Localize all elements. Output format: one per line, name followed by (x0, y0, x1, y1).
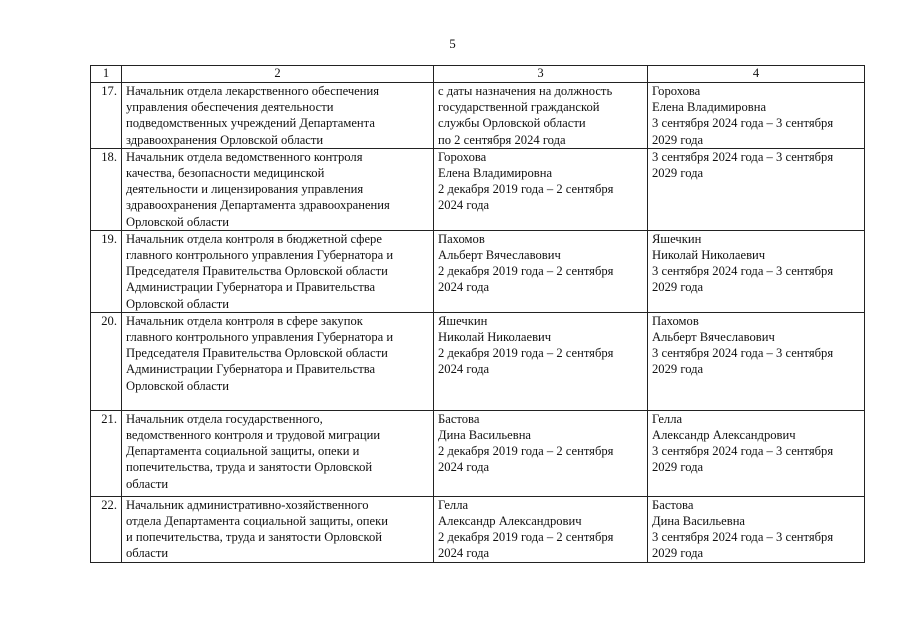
previous-holder-cell (434, 496, 648, 562)
cell-text-line: попечительства, труда и занятости Орловской (126, 460, 373, 475)
cell-text-line: управления обеспечения деятельности (126, 100, 334, 115)
cell-text-line: 2 декабря 2019 года – 2 сентября (438, 264, 614, 279)
cell-text-line: и попечительства, труда и занятости Орловской (126, 530, 383, 545)
cell-text-line: Начальник отдела лекарственного обеспечения (126, 84, 380, 98)
cell-text-line: 2029 года (652, 132, 704, 147)
previous-holder-cell (434, 312, 648, 410)
cell-text-line: Начальник отдела государственного, (126, 411, 323, 426)
cell-text-line: отдела Департамента социальной защиты, опеки (126, 514, 388, 529)
cell-text-line: Начальник административно-хозяйственного (126, 497, 369, 512)
cell-text-line: 2024 года (438, 280, 490, 295)
previous-holder-cell (434, 410, 648, 496)
previous-holder-cell (434, 148, 648, 230)
cell-text-line: Начальник отдела ведомственного контроля (126, 149, 363, 164)
new-holder-cell (648, 496, 865, 562)
row-number: 21. (91, 410, 122, 496)
position-cell (122, 410, 434, 496)
new-holder-cell (648, 410, 865, 496)
new-holder-cell (648, 83, 865, 149)
cell-text-line: 2024 года (438, 362, 490, 377)
cell-text-line: качества, безопасности медицинской (126, 166, 325, 181)
cell-text-line: Бастова (438, 411, 480, 426)
cell-text-line: Орловской области (126, 214, 230, 229)
cell-text-line: Альберт Вячеславович (652, 330, 775, 345)
previous-holder-cell (434, 230, 648, 312)
cell-text-line: 2024 года (438, 460, 490, 475)
column-header-4: 4 (648, 66, 865, 83)
cell-text-line: 2029 года (652, 166, 704, 181)
new-holder-cell (648, 312, 865, 410)
row-number: 17. (91, 83, 122, 149)
new-holder-cell (648, 148, 865, 230)
table-row (91, 230, 865, 312)
cell-text-line: 2 декабря 2019 года – 2 сентября (438, 182, 614, 197)
cell-text-line: 2 декабря 2019 года – 2 сентября (438, 530, 614, 545)
appointments-table (90, 65, 865, 563)
table-row (91, 148, 865, 230)
cell-text-line: Николай Николаевич (652, 248, 766, 263)
cell-text-line: области (126, 546, 169, 561)
cell-text-line: 2024 года (438, 198, 490, 213)
cell-text-line: подведомственных учреждений Департамента (126, 116, 375, 131)
cell-text-line: 3 сентября 2024 года – 3 сентября (652, 530, 834, 545)
row-number: 22. (91, 496, 122, 562)
cell-text-line: Гелла (652, 411, 683, 426)
cell-text-line: Альберт Вячеславович (438, 248, 561, 263)
cell-text-line: Горохова (438, 149, 487, 164)
cell-text-line: 2024 года (438, 546, 490, 561)
position-cell (122, 496, 434, 562)
cell-text-line: Департамента социальной защиты, опеки и (126, 444, 360, 459)
previous-holder-cell (434, 83, 648, 149)
cell-text-line: 2029 года (652, 280, 704, 295)
position-cell (122, 83, 434, 149)
cell-text-line: государственной гражданской (438, 100, 600, 115)
cell-text-line: 3 сентября 2024 года – 3 сентября (652, 149, 834, 164)
cell-text-line: Александр Александрович (438, 514, 582, 529)
cell-text-line: 2029 года (652, 460, 704, 475)
cell-text-line: ведомственного контроля и трудовой миграции (126, 428, 381, 443)
cell-text-line: 2029 года (652, 546, 704, 561)
cell-text-line: Дина Васильевна (652, 514, 746, 529)
cell-text-line: здравоохранения Департамента здравоохранения (126, 198, 390, 213)
cell-text-line: Яшечкин (438, 313, 488, 328)
cell-text-line: Начальник отдела контроля в бюджетной сфере (126, 231, 382, 246)
cell-text-line: 2 декабря 2019 года – 2 сентября (438, 346, 614, 361)
table-row (91, 496, 865, 562)
cell-text-line: Администрации Губернатора и Правительства (126, 362, 376, 377)
row-number: 20. (91, 312, 122, 410)
column-header-1: 1 (91, 66, 122, 83)
cell-text-line: здравоохранения Орловской области (126, 132, 324, 147)
new-holder-cell (648, 230, 865, 312)
cell-text-line: области (126, 476, 169, 491)
cell-text-line: Председателя Правительства Орловской области (126, 264, 388, 279)
cell-text-line: Гелла (438, 497, 469, 512)
cell-text-line: 3 сентября 2024 года – 3 сентября (652, 444, 834, 459)
column-header-3: 3 (434, 66, 648, 83)
table-row (91, 83, 865, 149)
row-number: 19. (91, 230, 122, 312)
cell-text-line: Елена Владимировна (438, 166, 553, 181)
table-row (91, 410, 865, 496)
page-number: 5 (449, 36, 456, 51)
cell-text-line: Бастова (652, 497, 694, 512)
cell-text-line: Администрации Губернатора и Правительства (126, 280, 376, 295)
cell-text-line: Яшечкин (652, 231, 702, 246)
cell-text-line: Александр Александрович (652, 428, 796, 443)
table-header-row (91, 66, 865, 83)
cell-text-line: Орловской области (126, 296, 230, 311)
cell-text-line: деятельности и лицензирования управления (126, 182, 364, 197)
row-number: 18. (91, 148, 122, 230)
cell-text-line: с даты назначения на должность (438, 84, 613, 98)
cell-text-line: Начальник отдела контроля в сфере закупок (126, 313, 363, 328)
cell-text-line: Елена Владимировна (652, 100, 767, 115)
cell-text-line: Горохова (652, 84, 701, 98)
cell-text-line: службы Орловской области (438, 116, 586, 131)
cell-text-line: Николай Николаевич (438, 330, 552, 345)
table-row (91, 312, 865, 410)
cell-text-line: 3 сентября 2024 года – 3 сентября (652, 116, 834, 131)
cell-text-line: Пахомов (652, 313, 699, 328)
cell-text-line: 2 декабря 2019 года – 2 сентября (438, 444, 614, 459)
cell-text-line: главного контрольного управления Губернатора и (126, 330, 394, 345)
cell-text-line: главного контрольного управления Губернатора и (126, 248, 394, 263)
column-header-2: 2 (122, 66, 434, 83)
position-cell (122, 230, 434, 312)
cell-text-line: Дина Васильевна (438, 428, 532, 443)
cell-text-line: 3 сентября 2024 года – 3 сентября (652, 264, 834, 279)
cell-text-line: Председателя Правительства Орловской области (126, 346, 388, 361)
cell-text-line: Орловской области (126, 378, 230, 393)
cell-text-line: по 2 сентября 2024 года (438, 132, 566, 147)
cell-text-line: 3 сентября 2024 года – 3 сентября (652, 346, 834, 361)
cell-text-line: 2029 года (652, 362, 704, 377)
cell-text-line: Пахомов (438, 231, 485, 246)
position-cell (122, 148, 434, 230)
position-cell (122, 312, 434, 410)
